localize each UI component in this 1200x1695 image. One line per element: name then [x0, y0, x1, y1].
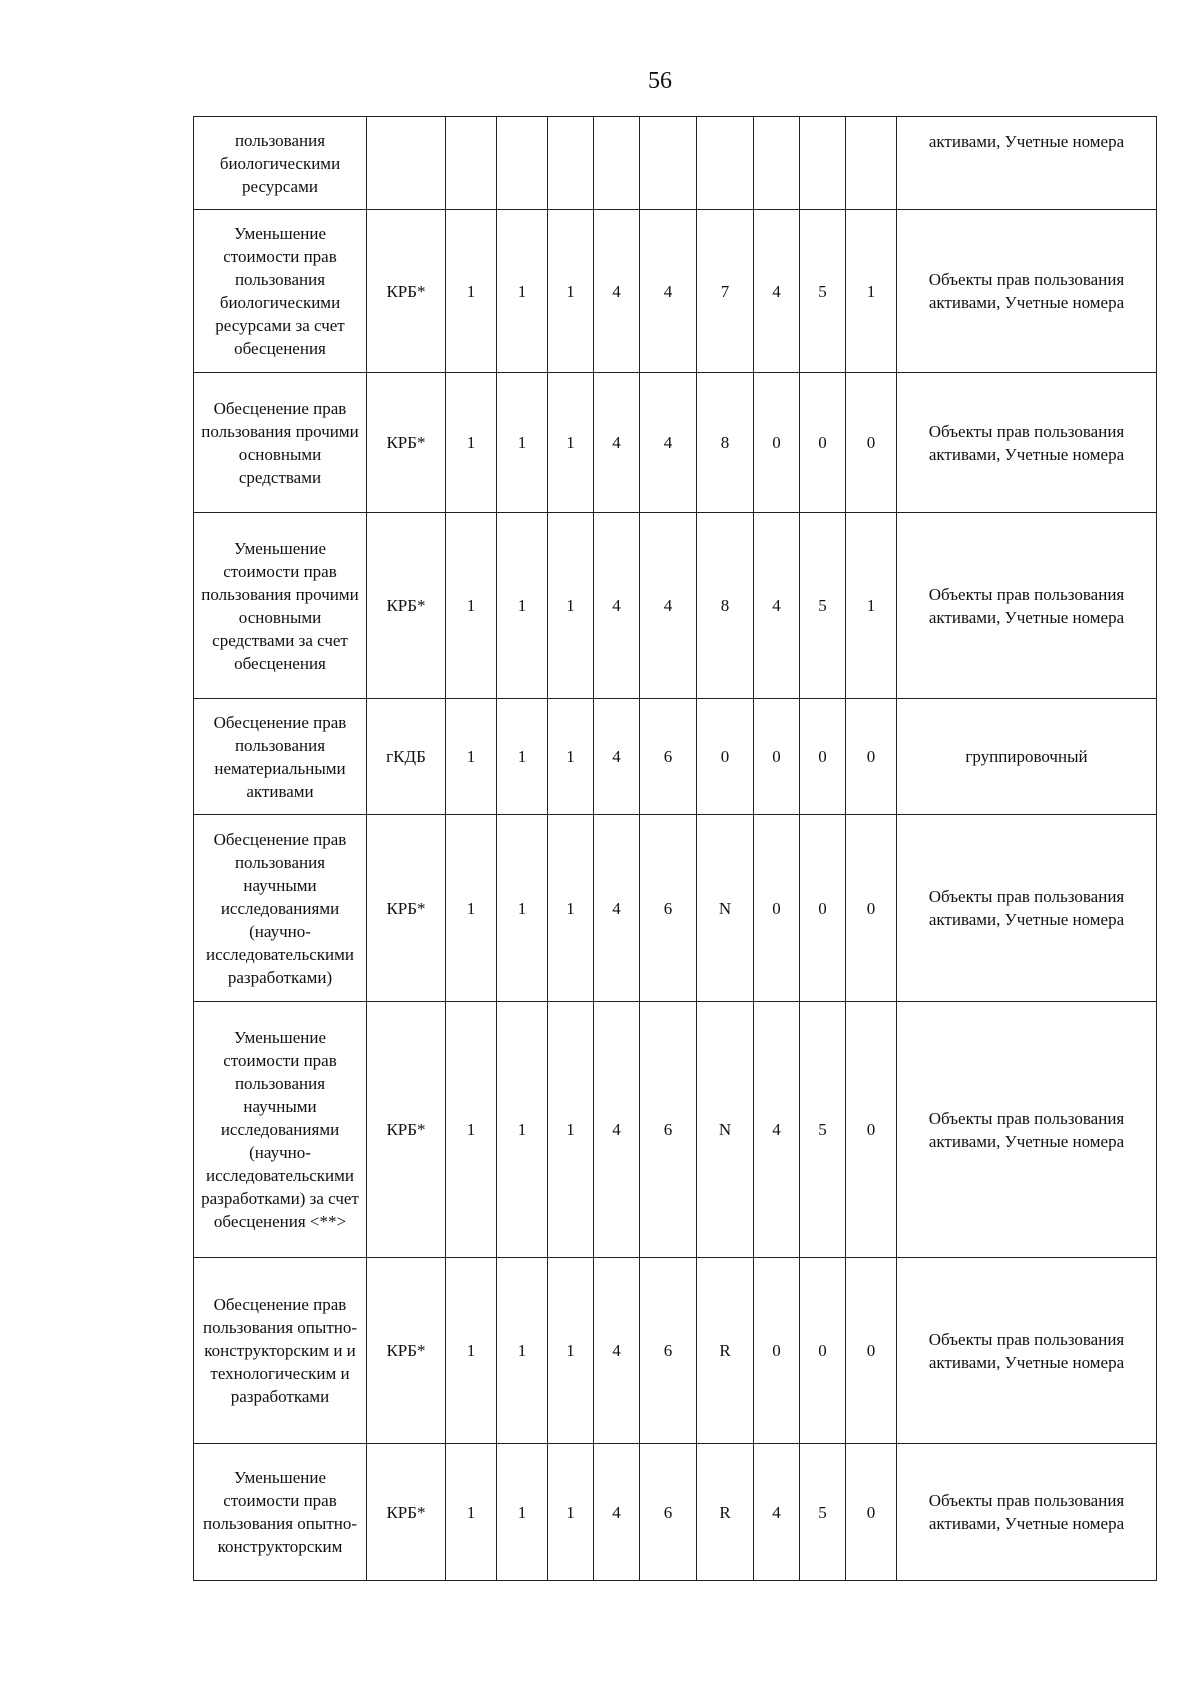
account-name-cell: Уменьшение стоимости прав пользования научными исследованиями (научно-исследовательскими разработками) за счет обесценения <**>: [194, 1002, 367, 1258]
digit-cell: 1: [446, 373, 497, 513]
analytics-cell: Объекты прав пользования активами, Учетные номера: [897, 1258, 1157, 1444]
digit-cell: 1: [497, 513, 548, 699]
digit-cell: 1: [497, 1258, 548, 1444]
analytics-cell: Объекты прав пользования активами, Учетные номера: [897, 210, 1157, 373]
budget-code-cell: КРБ*: [367, 1444, 446, 1581]
digit-cell: [594, 117, 640, 210]
analytics-cell: Объекты прав пользования активами, Учетные номера: [897, 815, 1157, 1002]
digit-cell: 4: [594, 815, 640, 1002]
digit-cell: 6: [640, 699, 697, 815]
digit-cell: 0: [754, 815, 800, 1002]
digit-cell: [846, 117, 897, 210]
table-row: [194, 210, 1157, 373]
digit-cell: 5: [800, 1002, 846, 1258]
digit-cell: 6: [640, 1444, 697, 1581]
budget-code-cell: КРБ*: [367, 210, 446, 373]
digit-cell: 4: [640, 513, 697, 699]
digit-cell: 8: [697, 373, 754, 513]
table-row: [194, 373, 1157, 513]
digit-cell: 1: [497, 1444, 548, 1581]
account-name-cell: Обесценение прав пользования опытно-конструкторским и и технологическим и разработками: [194, 1258, 367, 1444]
digit-cell: [800, 117, 846, 210]
digit-cell: 1: [548, 210, 594, 373]
budget-code-cell: [367, 117, 446, 210]
digit-cell: 4: [594, 1002, 640, 1258]
digit-cell: 6: [640, 815, 697, 1002]
digit-cell: 5: [800, 1444, 846, 1581]
digit-cell: 1: [446, 815, 497, 1002]
digit-cell: 4: [594, 210, 640, 373]
analytics-cell: группировочный: [897, 699, 1157, 815]
digit-cell: 4: [594, 1444, 640, 1581]
account-name-cell: Уменьшение стоимости прав пользования прочими основными средствами за счет обесценения: [194, 513, 367, 699]
digit-cell: 0: [846, 1258, 897, 1444]
digit-cell: 4: [594, 699, 640, 815]
digit-cell: 0: [846, 1444, 897, 1581]
digit-cell: 7: [697, 210, 754, 373]
digit-cell: 0: [754, 373, 800, 513]
table-row: [194, 699, 1157, 815]
account-name-cell: Уменьшение стоимости прав пользования биологическими ресурсами за счет обесценения: [194, 210, 367, 373]
budget-code-cell: гКДБ: [367, 699, 446, 815]
digit-cell: 0: [800, 815, 846, 1002]
accounts-table: [193, 116, 1157, 1581]
budget-code-cell: КРБ*: [367, 815, 446, 1002]
account-name-cell: Уменьшение стоимости прав пользования опытно-конструкторским: [194, 1444, 367, 1581]
digit-cell: 0: [800, 1258, 846, 1444]
digit-cell: [446, 117, 497, 210]
digit-cell: 8: [697, 513, 754, 699]
digit-cell: 0: [846, 815, 897, 1002]
digit-cell: 5: [800, 210, 846, 373]
digit-cell: 6: [640, 1002, 697, 1258]
digit-cell: 0: [846, 699, 897, 815]
digit-cell: 4: [640, 373, 697, 513]
analytics-cell: Объекты прав пользования активами, Учетные номера: [897, 373, 1157, 513]
digit-cell: 0: [697, 699, 754, 815]
digit-cell: 6: [640, 1258, 697, 1444]
digit-cell: 1: [548, 815, 594, 1002]
table-row: [194, 815, 1157, 1002]
digit-cell: 1: [446, 1258, 497, 1444]
analytics-cell: Объекты прав пользования активами, Учетные номера: [897, 1444, 1157, 1581]
digit-cell: 1: [446, 1444, 497, 1581]
digit-cell: 1: [446, 699, 497, 815]
digit-cell: 0: [800, 373, 846, 513]
digit-cell: R: [697, 1258, 754, 1444]
digit-cell: N: [697, 1002, 754, 1258]
digit-cell: 1: [446, 513, 497, 699]
digit-cell: 1: [548, 1444, 594, 1581]
account-name-cell: пользования биологическими ресурсами: [194, 117, 367, 210]
digit-cell: [640, 117, 697, 210]
digit-cell: 4: [594, 513, 640, 699]
digit-cell: 4: [754, 1002, 800, 1258]
digit-cell: 1: [548, 1002, 594, 1258]
digit-cell: [548, 117, 594, 210]
digit-cell: 1: [497, 699, 548, 815]
digit-cell: [697, 117, 754, 210]
digit-cell: 1: [846, 210, 897, 373]
digit-cell: 0: [846, 1002, 897, 1258]
digit-cell: 1: [548, 513, 594, 699]
table-row: [194, 1444, 1157, 1581]
table-row: [194, 117, 1157, 210]
digit-cell: 4: [594, 1258, 640, 1444]
account-name-cell: Обесценение прав пользования нематериальными активами: [194, 699, 367, 815]
digit-cell: 1: [497, 1002, 548, 1258]
digit-cell: 5: [800, 513, 846, 699]
budget-code-cell: КРБ*: [367, 513, 446, 699]
digit-cell: 1: [548, 373, 594, 513]
digit-cell: [754, 117, 800, 210]
analytics-cell: Объекты прав пользования активами, Учетные номера: [897, 513, 1157, 699]
digit-cell: N: [697, 815, 754, 1002]
digit-cell: 1: [497, 373, 548, 513]
account-name-cell: Обесценение прав пользования прочими основными средствами: [194, 373, 367, 513]
budget-code-cell: КРБ*: [367, 1258, 446, 1444]
digit-cell: 1: [548, 699, 594, 815]
digit-cell: 0: [846, 373, 897, 513]
digit-cell: 1: [446, 210, 497, 373]
analytics-cell: активами, Учетные номера: [897, 117, 1157, 210]
digit-cell: R: [697, 1444, 754, 1581]
digit-cell: 0: [800, 699, 846, 815]
digit-cell: 1: [548, 1258, 594, 1444]
digit-cell: 1: [497, 815, 548, 1002]
table-row: [194, 1002, 1157, 1258]
digit-cell: 1: [497, 210, 548, 373]
table-row: [194, 513, 1157, 699]
digit-cell: 4: [754, 513, 800, 699]
digit-cell: 1: [846, 513, 897, 699]
digit-cell: 0: [754, 699, 800, 815]
budget-code-cell: КРБ*: [367, 373, 446, 513]
digit-cell: [497, 117, 548, 210]
table-row: [194, 1258, 1157, 1444]
account-name-cell: Обесценение прав пользования научными исследованиями (научно-исследовательскими разработками): [194, 815, 367, 1002]
budget-code-cell: КРБ*: [367, 1002, 446, 1258]
digit-cell: 4: [640, 210, 697, 373]
digit-cell: 1: [446, 1002, 497, 1258]
digit-cell: 4: [594, 373, 640, 513]
analytics-cell: Объекты прав пользования активами, Учетные номера: [897, 1002, 1157, 1258]
digit-cell: 4: [754, 210, 800, 373]
digit-cell: 4: [754, 1444, 800, 1581]
digit-cell: 0: [754, 1258, 800, 1444]
page-number: 56: [648, 68, 672, 94]
